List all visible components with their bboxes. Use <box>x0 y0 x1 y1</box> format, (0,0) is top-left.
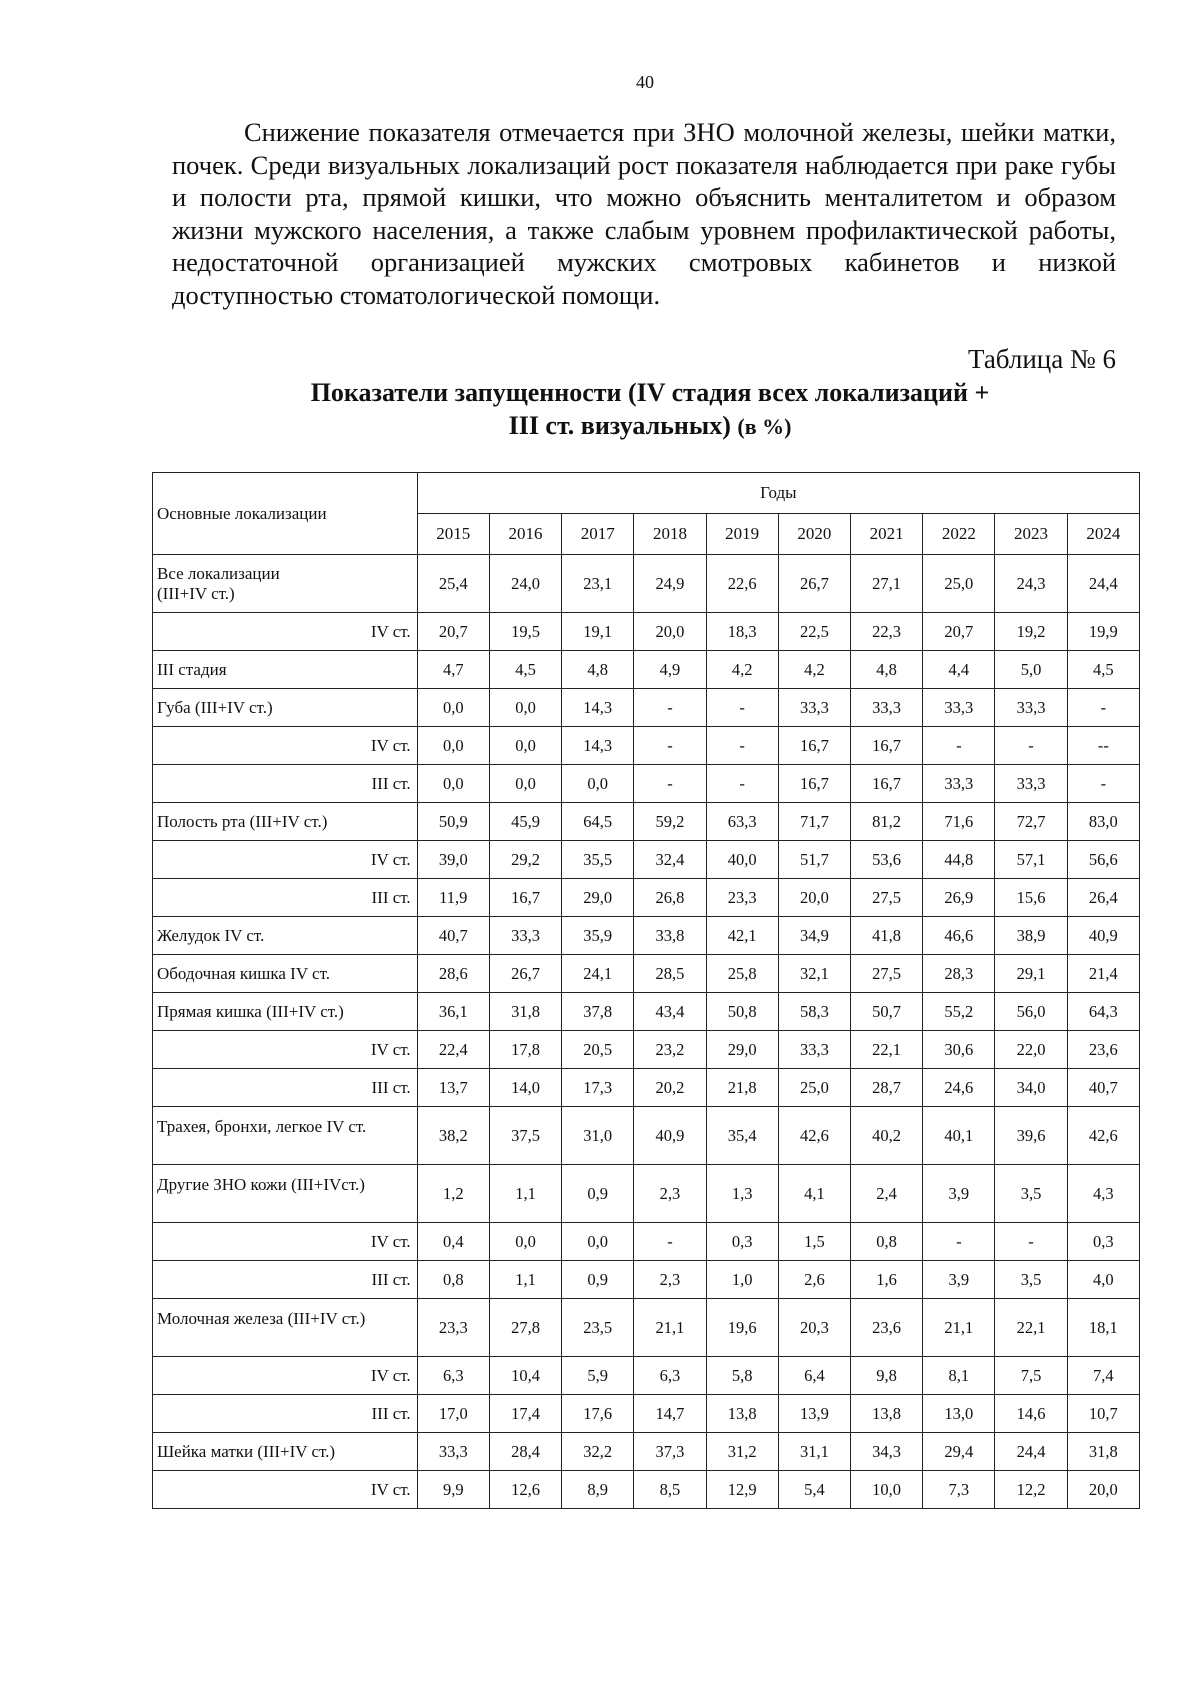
table-row <box>153 1433 1140 1471</box>
value-cell: 22,4 <box>417 1031 489 1069</box>
table-row <box>153 1069 1140 1107</box>
value-cell: 4,5 <box>489 651 561 689</box>
table-body <box>153 555 1140 1509</box>
value-cell: 14,3 <box>562 689 634 727</box>
value-cell: 58,3 <box>778 993 850 1031</box>
value-cell: 8,5 <box>634 1471 706 1509</box>
value-cell: 4,9 <box>634 651 706 689</box>
value-cell: 32,2 <box>562 1433 634 1471</box>
value-cell: 51,7 <box>778 841 850 879</box>
value-cell: 36,1 <box>417 993 489 1031</box>
table-row <box>153 689 1140 727</box>
value-cell: 34,0 <box>995 1069 1067 1107</box>
value-cell: 6,4 <box>778 1357 850 1395</box>
value-cell: 29,4 <box>923 1433 995 1471</box>
value-cell: 22,1 <box>851 1031 923 1069</box>
value-cell: 20,0 <box>778 879 850 917</box>
value-cell: 23,6 <box>851 1299 923 1357</box>
row-label: Другие ЗНО кожи (III+IVст.) <box>153 1165 418 1223</box>
year-header-cell: 2023 <box>995 514 1067 555</box>
value-cell: - <box>706 765 778 803</box>
table-row <box>153 651 1140 689</box>
value-cell: 14,7 <box>634 1395 706 1433</box>
value-cell: 15,6 <box>995 879 1067 917</box>
year-header-cell: 2018 <box>634 514 706 555</box>
value-cell: 29,0 <box>562 879 634 917</box>
value-cell: 16,7 <box>851 727 923 765</box>
value-cell: 26,8 <box>634 879 706 917</box>
value-cell: 28,5 <box>634 955 706 993</box>
row-label: III ст. <box>153 765 418 803</box>
value-cell: - <box>634 765 706 803</box>
row-label: Трахея, бронхи, легкое IV ст. <box>153 1107 418 1165</box>
value-cell: 31,0 <box>562 1107 634 1165</box>
value-cell: 31,8 <box>1067 1433 1139 1471</box>
value-cell: 34,3 <box>851 1433 923 1471</box>
value-cell: 21,8 <box>706 1069 778 1107</box>
year-header-cell: 2015 <box>417 514 489 555</box>
row-label: IV ст. <box>153 727 418 765</box>
row-label: IV ст. <box>153 613 418 651</box>
value-cell: 1,6 <box>851 1261 923 1299</box>
row-label: Прямая кишка (III+IV ст.) <box>153 993 418 1031</box>
value-cell: 41,8 <box>851 917 923 955</box>
value-cell: 20,2 <box>634 1069 706 1107</box>
value-cell: 21,1 <box>923 1299 995 1357</box>
value-cell: 63,3 <box>706 803 778 841</box>
value-cell: 14,3 <box>562 727 634 765</box>
value-cell: 6,3 <box>417 1357 489 1395</box>
value-cell: 0,0 <box>489 765 561 803</box>
value-cell: 8,9 <box>562 1471 634 1509</box>
value-cell: 4,4 <box>923 651 995 689</box>
value-cell: 42,1 <box>706 917 778 955</box>
value-cell: 56,0 <box>995 993 1067 1031</box>
value-cell: 50,8 <box>706 993 778 1031</box>
value-cell: 0,9 <box>562 1165 634 1223</box>
value-cell: 1,1 <box>489 1261 561 1299</box>
value-cell: 20,3 <box>778 1299 850 1357</box>
value-cell: 31,2 <box>706 1433 778 1471</box>
table-row <box>153 841 1140 879</box>
value-cell: 16,7 <box>778 765 850 803</box>
row-label: III ст. <box>153 1261 418 1299</box>
header-years: Годы <box>417 473 1139 514</box>
value-cell: 20,5 <box>562 1031 634 1069</box>
value-cell: 17,3 <box>562 1069 634 1107</box>
table-row <box>153 1261 1140 1299</box>
row-label: Полость рта (III+IV ст.) <box>153 803 418 841</box>
value-cell: 22,6 <box>706 555 778 613</box>
table-title-line2 <box>150 409 1150 443</box>
value-cell: 24,4 <box>995 1433 1067 1471</box>
value-cell: 33,3 <box>851 689 923 727</box>
value-cell: 24,4 <box>1067 555 1139 613</box>
value-cell: 1,5 <box>778 1223 850 1261</box>
value-cell: 32,1 <box>778 955 850 993</box>
value-cell: 35,9 <box>562 917 634 955</box>
value-cell: 24,0 <box>489 555 561 613</box>
value-cell: - <box>634 727 706 765</box>
table-row <box>153 803 1140 841</box>
value-cell: 0,0 <box>489 1223 561 1261</box>
value-cell: 38,9 <box>995 917 1067 955</box>
table-title <box>150 376 1150 443</box>
year-header-cell: 2016 <box>489 514 561 555</box>
table-row <box>153 1031 1140 1069</box>
table-row <box>153 1223 1140 1261</box>
value-cell: 27,1 <box>851 555 923 613</box>
table-row <box>153 555 1140 613</box>
value-cell: 44,8 <box>923 841 995 879</box>
value-cell: - <box>923 1223 995 1261</box>
table-row <box>153 1357 1140 1395</box>
value-cell: 22,5 <box>778 613 850 651</box>
value-cell: 0,0 <box>417 765 489 803</box>
row-label: IV ст. <box>153 1031 418 1069</box>
value-cell: 5,4 <box>778 1471 850 1509</box>
table-title-unit: (в %) <box>737 414 792 439</box>
row-label: IV ст. <box>153 1223 418 1261</box>
value-cell: 2,3 <box>634 1261 706 1299</box>
value-cell: 64,3 <box>1067 993 1139 1031</box>
value-cell: 23,5 <box>562 1299 634 1357</box>
value-cell: 21,1 <box>634 1299 706 1357</box>
value-cell: 26,9 <box>923 879 995 917</box>
value-cell: 40,9 <box>634 1107 706 1165</box>
value-cell: - <box>995 1223 1067 1261</box>
value-cell: 46,6 <box>923 917 995 955</box>
row-label: IV ст. <box>153 1471 418 1509</box>
value-cell: - <box>1067 765 1139 803</box>
value-cell: 18,3 <box>706 613 778 651</box>
value-cell: 1,2 <box>417 1165 489 1223</box>
value-cell: 7,4 <box>1067 1357 1139 1395</box>
value-cell: 23,2 <box>634 1031 706 1069</box>
value-cell: 0,0 <box>489 689 561 727</box>
value-cell: 26,7 <box>778 555 850 613</box>
row-label: IV ст. <box>153 1357 418 1395</box>
body-paragraph: Снижение показателя отмечается при ЗНО молочной железы, шейки матки, почек. Среди визуальных локализаций рост показателя наблюдается при раке губы и полости рта, прямой кишки, что можно объяснить менталитетом и образом жизни мужского населения, а также слабым уровнем профилактической работы, недостаточной организацией мужских смотровых кабинетов и низкой доступностью стоматологической помощи. <box>172 117 1116 310</box>
value-cell: 40,7 <box>417 917 489 955</box>
value-cell: 6,3 <box>634 1357 706 1395</box>
value-cell: 9,8 <box>851 1357 923 1395</box>
value-cell: 4,8 <box>562 651 634 689</box>
value-cell: 7,3 <box>923 1471 995 1509</box>
value-cell: 71,6 <box>923 803 995 841</box>
value-cell: 25,4 <box>417 555 489 613</box>
year-header-cell: 2022 <box>923 514 995 555</box>
row-label: Молочная железа (III+IV ст.) <box>153 1299 418 1357</box>
value-cell: 5,0 <box>995 651 1067 689</box>
value-cell: 2,3 <box>634 1165 706 1223</box>
value-cell: 27,8 <box>489 1299 561 1357</box>
table-title-line1: Показатели запущенности (IV стадия всех локализаций + <box>310 378 990 407</box>
value-cell: 42,6 <box>1067 1107 1139 1165</box>
value-cell: 0,0 <box>489 727 561 765</box>
value-cell: 33,3 <box>923 689 995 727</box>
value-cell: 28,3 <box>923 955 995 993</box>
value-cell: 13,8 <box>851 1395 923 1433</box>
table-row <box>153 1471 1140 1509</box>
value-cell: 83,0 <box>1067 803 1139 841</box>
value-cell: 12,6 <box>489 1471 561 1509</box>
value-cell: 14,0 <box>489 1069 561 1107</box>
value-cell: 28,7 <box>851 1069 923 1107</box>
value-cell: 50,7 <box>851 993 923 1031</box>
value-cell: 4,2 <box>706 651 778 689</box>
value-cell: 40,2 <box>851 1107 923 1165</box>
table-title-line2-text: III ст. визуальных) <box>508 411 731 440</box>
value-cell: 0,0 <box>562 1223 634 1261</box>
value-cell: 32,4 <box>634 841 706 879</box>
value-cell: 23,1 <box>562 555 634 613</box>
value-cell: 56,6 <box>1067 841 1139 879</box>
value-cell: 34,9 <box>778 917 850 955</box>
table-row <box>153 955 1140 993</box>
value-cell: 17,4 <box>489 1395 561 1433</box>
value-cell: 12,2 <box>995 1471 1067 1509</box>
table-row <box>153 727 1140 765</box>
year-header-cell: 2020 <box>778 514 850 555</box>
value-cell: 2,6 <box>778 1261 850 1299</box>
value-cell: 1,1 <box>489 1165 561 1223</box>
value-cell: 0,4 <box>417 1223 489 1261</box>
value-cell: 27,5 <box>851 955 923 993</box>
value-cell: 23,3 <box>706 879 778 917</box>
value-cell: 57,1 <box>995 841 1067 879</box>
value-cell: 11,9 <box>417 879 489 917</box>
value-cell: 4,0 <box>1067 1261 1139 1299</box>
value-cell: 72,7 <box>995 803 1067 841</box>
value-cell: 31,1 <box>778 1433 850 1471</box>
row-label: III стадия <box>153 651 418 689</box>
value-cell: 35,4 <box>706 1107 778 1165</box>
row-label: Желудок IV ст. <box>153 917 418 955</box>
value-cell: 22,0 <box>995 1031 1067 1069</box>
value-cell: 3,5 <box>995 1165 1067 1223</box>
table-row <box>153 1107 1140 1165</box>
value-cell: 38,2 <box>417 1107 489 1165</box>
value-cell: 40,7 <box>1067 1069 1139 1107</box>
value-cell: 4,7 <box>417 651 489 689</box>
value-cell: 43,4 <box>634 993 706 1031</box>
value-cell: 17,6 <box>562 1395 634 1433</box>
value-cell: 20,7 <box>923 613 995 651</box>
value-cell: 10,7 <box>1067 1395 1139 1433</box>
table-row <box>153 917 1140 955</box>
value-cell: 40,9 <box>1067 917 1139 955</box>
table-row <box>153 879 1140 917</box>
table-number: Таблица № 6 <box>968 344 1116 374</box>
value-cell: 16,7 <box>851 765 923 803</box>
value-cell: 7,5 <box>995 1357 1067 1395</box>
value-cell: 19,6 <box>706 1299 778 1357</box>
value-cell: 28,4 <box>489 1433 561 1471</box>
row-label: Губа (III+IV ст.) <box>153 689 418 727</box>
year-header-cell: 2024 <box>1067 514 1139 555</box>
value-cell: 2,4 <box>851 1165 923 1223</box>
value-cell: 50,9 <box>417 803 489 841</box>
value-cell: 0,3 <box>1067 1223 1139 1261</box>
year-header-cell: 2017 <box>562 514 634 555</box>
value-cell: 23,6 <box>1067 1031 1139 1069</box>
value-cell: 64,5 <box>562 803 634 841</box>
value-cell: 0,0 <box>417 689 489 727</box>
value-cell: 33,3 <box>778 1031 850 1069</box>
value-cell: 20,0 <box>1067 1471 1139 1509</box>
value-cell: 22,1 <box>995 1299 1067 1357</box>
value-cell: 71,7 <box>778 803 850 841</box>
data-table <box>152 472 1140 1509</box>
value-cell: 13,0 <box>923 1395 995 1433</box>
value-cell: 27,5 <box>851 879 923 917</box>
value-cell: 55,2 <box>923 993 995 1031</box>
value-cell: 25,0 <box>923 555 995 613</box>
value-cell: 10,4 <box>489 1357 561 1395</box>
value-cell: - <box>706 727 778 765</box>
value-cell: 20,0 <box>634 613 706 651</box>
value-cell: 8,1 <box>923 1357 995 1395</box>
value-cell: 1,3 <box>706 1165 778 1223</box>
value-cell: 59,2 <box>634 803 706 841</box>
table-row <box>153 1395 1140 1433</box>
row-label: III ст. <box>153 1395 418 1433</box>
value-cell: 40,0 <box>706 841 778 879</box>
value-cell: 24,6 <box>923 1069 995 1107</box>
value-cell: 0,0 <box>417 727 489 765</box>
value-cell: 24,1 <box>562 955 634 993</box>
table-row <box>153 765 1140 803</box>
value-cell: 33,3 <box>995 689 1067 727</box>
value-cell: - <box>634 1223 706 1261</box>
value-cell: 12,9 <box>706 1471 778 1509</box>
value-cell: 24,3 <box>995 555 1067 613</box>
value-cell: 23,3 <box>417 1299 489 1357</box>
year-header-cell: 2021 <box>851 514 923 555</box>
value-cell: 3,9 <box>923 1261 995 1299</box>
page-number: 40 <box>636 72 654 92</box>
value-cell: 9,9 <box>417 1471 489 1509</box>
value-cell: 37,5 <box>489 1107 561 1165</box>
value-cell: 35,5 <box>562 841 634 879</box>
value-cell: 26,4 <box>1067 879 1139 917</box>
value-cell: 25,0 <box>778 1069 850 1107</box>
table-row <box>153 993 1140 1031</box>
row-label: Все локализации (III+IV ст.) <box>153 555 418 613</box>
value-cell: 0,8 <box>851 1223 923 1261</box>
value-cell: 20,7 <box>417 613 489 651</box>
value-cell: 81,2 <box>851 803 923 841</box>
year-header-cell: 2019 <box>706 514 778 555</box>
header-locations: Основные локализации <box>153 473 418 555</box>
value-cell: 22,3 <box>851 613 923 651</box>
value-cell: 33,3 <box>417 1433 489 1471</box>
value-cell: -- <box>1067 727 1139 765</box>
value-cell: 31,8 <box>489 993 561 1031</box>
value-cell: 17,8 <box>489 1031 561 1069</box>
value-cell: 5,9 <box>562 1357 634 1395</box>
value-cell: - <box>995 727 1067 765</box>
row-label: III ст. <box>153 1069 418 1107</box>
value-cell: 10,0 <box>851 1471 923 1509</box>
value-cell: 29,0 <box>706 1031 778 1069</box>
value-cell: 39,0 <box>417 841 489 879</box>
value-cell: 19,1 <box>562 613 634 651</box>
row-label: Шейка матки (III+IV ст.) <box>153 1433 418 1471</box>
value-cell: 19,5 <box>489 613 561 651</box>
value-cell: 33,3 <box>923 765 995 803</box>
value-cell: - <box>1067 689 1139 727</box>
value-cell: 17,0 <box>417 1395 489 1433</box>
row-label: III ст. <box>153 879 418 917</box>
value-cell: 33,3 <box>489 917 561 955</box>
value-cell: 37,8 <box>562 993 634 1031</box>
value-cell: 29,1 <box>995 955 1067 993</box>
row-label: Ободочная кишка IV ст. <box>153 955 418 993</box>
value-cell: 4,3 <box>1067 1165 1139 1223</box>
value-cell: 53,6 <box>851 841 923 879</box>
value-cell: 16,7 <box>778 727 850 765</box>
value-cell: 42,6 <box>778 1107 850 1165</box>
value-cell: 29,2 <box>489 841 561 879</box>
value-cell: 13,9 <box>778 1395 850 1433</box>
value-cell: 0,3 <box>706 1223 778 1261</box>
value-cell: 5,8 <box>706 1357 778 1395</box>
value-cell: 0,8 <box>417 1261 489 1299</box>
value-cell: 16,7 <box>489 879 561 917</box>
value-cell: 13,8 <box>706 1395 778 1433</box>
value-cell: 0,0 <box>562 765 634 803</box>
value-cell: 4,8 <box>851 651 923 689</box>
value-cell: 0,9 <box>562 1261 634 1299</box>
value-cell: 3,9 <box>923 1165 995 1223</box>
value-cell: 25,8 <box>706 955 778 993</box>
value-cell: 19,9 <box>1067 613 1139 651</box>
value-cell: 37,3 <box>634 1433 706 1471</box>
value-cell: 40,1 <box>923 1107 995 1165</box>
value-cell: - <box>923 727 995 765</box>
table-row <box>153 1299 1140 1357</box>
value-cell: 26,7 <box>489 955 561 993</box>
table-row <box>153 1165 1140 1223</box>
table-row <box>153 613 1140 651</box>
value-cell: 21,4 <box>1067 955 1139 993</box>
value-cell: - <box>706 689 778 727</box>
value-cell: 33,8 <box>634 917 706 955</box>
value-cell: 4,2 <box>778 651 850 689</box>
value-cell: 45,9 <box>489 803 561 841</box>
value-cell: 1,0 <box>706 1261 778 1299</box>
value-cell: 19,2 <box>995 613 1067 651</box>
value-cell: 30,6 <box>923 1031 995 1069</box>
value-cell: 14,6 <box>995 1395 1067 1433</box>
value-cell: 28,6 <box>417 955 489 993</box>
value-cell: 4,5 <box>1067 651 1139 689</box>
value-cell: 24,9 <box>634 555 706 613</box>
value-cell: 18,1 <box>1067 1299 1139 1357</box>
row-label: IV ст. <box>153 841 418 879</box>
value-cell: 39,6 <box>995 1107 1067 1165</box>
value-cell: - <box>634 689 706 727</box>
value-cell: 13,7 <box>417 1069 489 1107</box>
value-cell: 3,5 <box>995 1261 1067 1299</box>
value-cell: 33,3 <box>778 689 850 727</box>
value-cell: 4,1 <box>778 1165 850 1223</box>
value-cell: 33,3 <box>995 765 1067 803</box>
